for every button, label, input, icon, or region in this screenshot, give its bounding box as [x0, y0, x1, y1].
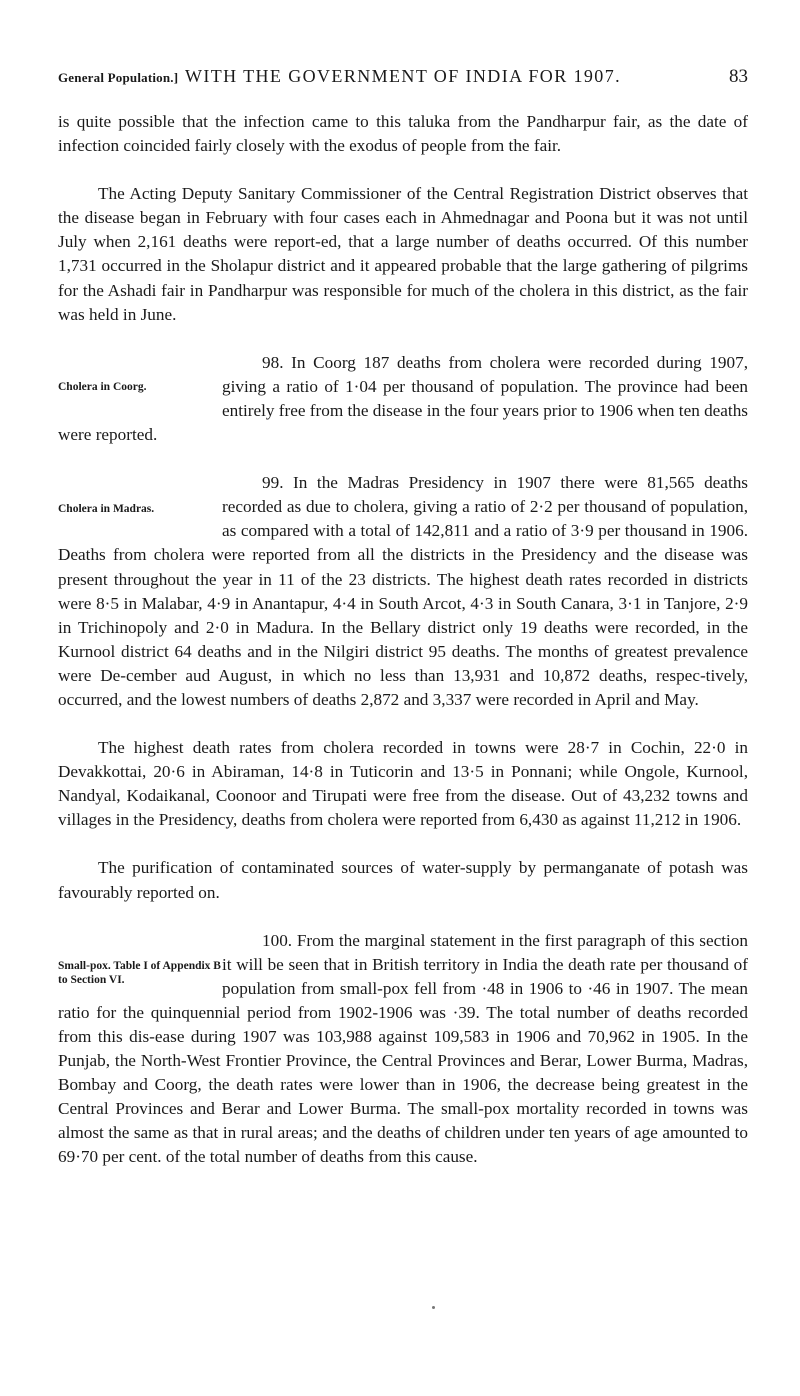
running-title: WITH THE GOVERNMENT OF INDIA FOR 1907. — [184, 66, 622, 86]
paragraph-continuation: is quite possible that the infection came to this taluka from the Pandharpur fair, as the date of infection coincided fairly closely with the exodus of people from the fair. — [58, 112, 748, 156]
stray-ink-mark — [432, 1306, 435, 1309]
paragraph-99-madras: 99. In the Madras Presidency in 1907 there were 81,565 deaths recorded as due to cholera, giving a ratio of 2·2 per thousand of population, as compared with a total of 142,811 and a ratio of 3·9 per thousand in 1906. Deaths from cholera were reported from all the districts in the Presidency and the disease was present throughout the year in 11 of the 23 districts. The highest death rates recorded in districts were 8·5 in Malabar, 4·9 in Anantapur, 4·4 in South Arcot, 4·3 in South Canara, 3·1 in Tanjore, 2·9 in Trichinopoly and 2·0 in Madura. In the Bellary district only 19 deaths were recorded, in the Kurnool district 64 deaths and in the Nilgiri district 95 deaths. The months of greatest prevalence were De-cember aud August, in which no less than 13,931 and 10,872 deaths, respec-tively, occurred, and the lowest numbers of deaths 2,872 and 3,337 were recorded in April and May. — [58, 473, 748, 709]
section-99 — [58, 471, 748, 712]
paragraph-100-small-pox: 100. From the marginal statement in the first paragraph of this section it will be seen that in British territory in India the death rate per thousand of population from small-pox fell from ·48 in 1906 to ·46 in 1907. The mean ratio for the quinquennial period from 1902-1906 was ·39. The total number of deaths recorded from this dis-ease during 1907 was 103,988 against 109,583 in 1906 and 70,962 in 1905. In the Punjab, the North-West Frontier Province, the Central Provinces and Berar, Lower Burma, Madras, Bombay and Coorg, the death rates were lower than in 1906, the decrease being greatest in the Central Provinces and Berar and Lower Burma. The small-pox mortality recorded in towns was almost the same as that in rural areas; and the deaths of children under ten years of age amounted to 69·70 per cent. of the total number of deaths from this cause. — [58, 930, 748, 1167]
paragraph-water-purification: The purification of contaminated sources of water-supply by permanganate of potash was favourably reported on. — [58, 858, 748, 902]
section-98 — [58, 351, 748, 447]
margin-note-small-pox: Small-pox. Table I of Appendix B to Section VI. — [58, 959, 221, 986]
paragraph-central-registration: The Acting Deputy Sanitary Commissioner of the Central Registration District observes that the disease began in February with four cases each in Ahmednagar and Poona but it was not until July when 2,161 deaths were report-ed, that a large number of deaths occurred. Of this number 1,731 occurred in the Sholapur district and it appeared probable that the large gathering of pilgrims for the Ashadi fair in Pandharpur was responsible for much of the cholera in this district, as the fair was held in June. — [58, 184, 748, 324]
running-header — [58, 64, 748, 94]
paragraph-town-death-rates: The highest death rates from cholera recorded in towns were 28·7 in Cochin, 22·0 in Devakkottai, 20·6 in Abiraman, 14·8 in Tuticorin and 13·5 in Ponnani; while Ongole, Kurnool, Nandyal, Kodaikanal, Coonoor and Tirupati were free from the disease. Out of 43,232 towns and villages in the Presidency, deaths from cholera were reported from 6,430 as against 11,212 in 1906. — [58, 738, 748, 830]
body-text — [58, 110, 748, 1170]
margin-note-cholera-coorg: Cholera in Coorg. — [58, 380, 147, 393]
margin-note-cholera-madras: Cholera in Madras. — [58, 503, 155, 516]
section-100 — [58, 929, 748, 1170]
section-name: General Population.] — [58, 70, 179, 85]
page-number: 83 — [729, 66, 748, 87]
paragraph-98-coorg: 98. In Coorg 187 deaths from cholera were recorded during 1907, giving a ratio of 1·04 per thousand of population. The province had been entirely free from the disease in the four years prior to 1906 when ten deaths were reported. — [58, 352, 748, 445]
